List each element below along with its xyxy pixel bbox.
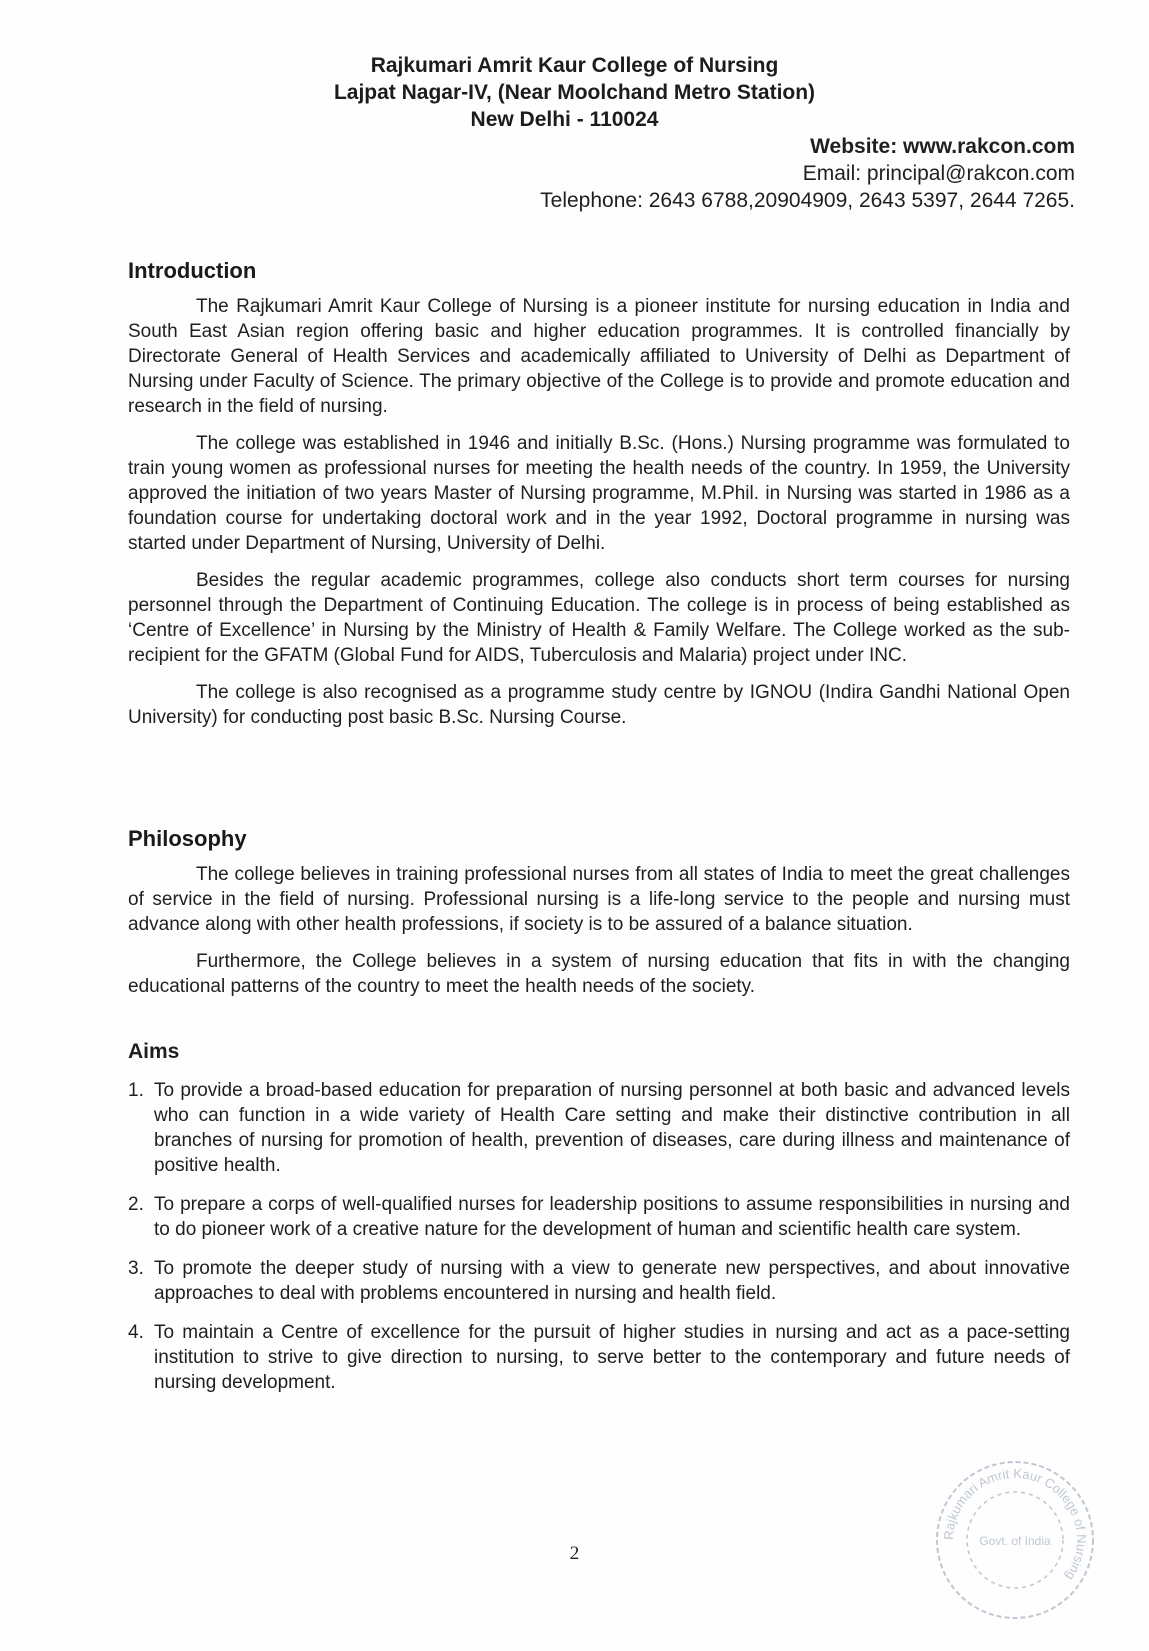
aim-text: To maintain a Centre of excellence for the pursuit of higher studies in nursing and act as a pace-setting institution to strive to give direction to nursing, to serve better to the contemporary and future needs of nursing development. — [154, 1322, 1070, 1393]
philosophy-paragraph: The college believes in training professional nurses from all states of India to meet the great challenges of service in the field of nursing. Professional nursing is a life-long service to the people and nursing must advance along with other health professions, if society is to be assured of a balance situation. — [128, 864, 1070, 935]
aim-item — [128, 1256, 1070, 1306]
philosophy-heading: Philosophy — [128, 826, 247, 851]
aim-number: 2. — [128, 1194, 144, 1215]
intro-paragraph: The Rajkumari Amrit Kaur College of Nursing is a pioneer institute for nursing education in India and South East Asian region offering basic and higher education programmes. It is controlled financially by Directorate General of Health Services and academically affiliated to University of Delhi as Department of Nursing under Faculty of Science. The primary objective of the College is to provide and promote education and research in the field of nursing. — [128, 296, 1070, 417]
philosophy-section — [128, 826, 1070, 1011]
intro-paragraph: The college is also recognised as a programme study centre by IGNOU (Indira Gandhi National Open University) for conducting post basic B.Sc. Nursing Course. — [128, 682, 1070, 728]
college-name: Rajkumari Amrit Kaur College of Nursing — [370, 54, 779, 77]
introduction-section — [128, 258, 1070, 742]
aim-number: 4. — [128, 1322, 144, 1343]
letterhead — [0, 52, 1149, 133]
contact-block — [480, 133, 1075, 214]
aim-item — [128, 1078, 1070, 1178]
website-line: Website: www.rakcon.com — [810, 135, 1075, 158]
aim-number: 3. — [128, 1258, 144, 1279]
aim-text: To provide a broad-based education for preparation of nursing personnel at both basic and advanced levels who can function in a wide variety of Health Care setting and make their distinctive contribution in all branches of nursing for promotion of health, prevention of diseases, care during illness and maintenance of positive health. — [154, 1080, 1070, 1176]
intro-paragraph: The college was established in 1946 and initially B.Sc. (Hons.) Nursing programme was formulated to train young women as professional nurses for meeting the health needs of the country. In 1959, the University approved the initiation of two years Master of Nursing programme, M.Phil. in Nursing was started in 1986 as a foundation course for undertaking doctoral work and in the year 1992, Doctoral programme in nursing was started under Department of Nursing, University of Delhi. — [128, 433, 1070, 554]
aim-text: To promote the deeper study of nursing with a view to generate new perspectives, and about innovative approaches to deal with problems encountered in nursing and health field. — [154, 1258, 1070, 1304]
philosophy-paragraph: Furthermore, the College believes in a system of nursing education that fits in with the changing educational patterns of the country to meet the health needs of the society. — [128, 951, 1070, 997]
seal-center-text: Govt. of India — [979, 1534, 1051, 1548]
aim-item — [128, 1192, 1070, 1242]
aims-heading: Aims — [128, 1040, 180, 1063]
introduction-heading: Introduction — [128, 258, 257, 283]
college-seal-stamp — [930, 1455, 1100, 1625]
intro-paragraph: Besides the regular academic programmes, college also conducts short term courses for nursing personnel through the Department of Continuing Education. The college is in process of being established as ‘Centre of Excellence’ in Nursing by the Ministry of Health & Family Welfare. The College worked as the sub-recipient for the GFATM (Global Fund for AIDS, Tuberculosis and Malaria) project under INC. — [128, 570, 1070, 666]
page-number: 2 — [569, 1543, 580, 1564]
aim-item — [128, 1320, 1070, 1395]
aims-section — [128, 1040, 1070, 1409]
svg-text:Rajkumari Amrit Kaur College o — [941, 1466, 1089, 1583]
aim-number: 1. — [128, 1080, 144, 1101]
college-address: Lajpat Nagar-IV, (Near Moolchand Metro Station) — [333, 81, 816, 104]
telephone-line: Telephone: 2643 6788,20904909, 2643 5397, 2644 7265. — [540, 189, 1075, 212]
seal-ring-text: Rajkumari Amrit Kaur College of Nursing — [940, 1465, 1090, 1584]
aim-text: To prepare a corps of well-qualified nurses for leadership positions to assume responsibilities in nursing and to do pioneer work of a creative nature for the development of human and scientific health care system. — [154, 1194, 1070, 1240]
email-line: Email: principal@rakcon.com — [802, 162, 1075, 185]
college-city: New Delhi - 110024 — [470, 108, 659, 131]
